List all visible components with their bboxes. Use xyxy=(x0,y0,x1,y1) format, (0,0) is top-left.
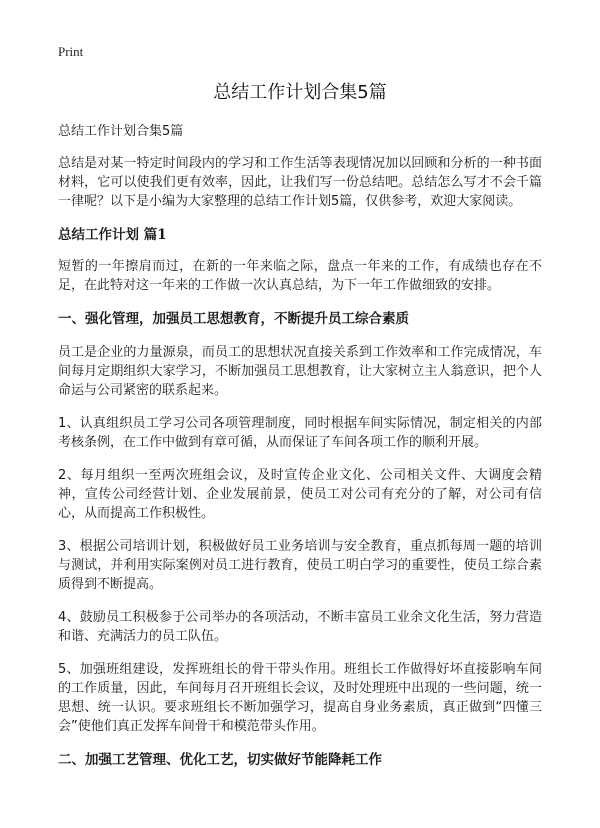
print-label: Print xyxy=(58,44,84,59)
section1-heading: 一、强化管理，加强员工思想教育，不断提升员工综合素质 xyxy=(58,311,409,327)
intro-paragraph: 总结是对某一特定时间段内的学习和工作生活等表现情况加以回顾和分析的一种书面材料，它可以使我们更有效率，因此，让我们写一份总结吧。总结怎么写才不会千篇一律呢？以下是小编为大家整理的总结工作计划5篇，仅供参考，欢迎大家阅读。 xyxy=(58,156,542,209)
list-item: 2、每月组织一至两次班组会议，及时宣传企业文化、公司相关文件、大调度会精神，宣传公司经营计划、企业发展前景，使员工对公司有充分的了解，对公司有信心，从而提高工作积极性。 xyxy=(58,468,542,521)
list-item: 5、加强班组建设，发挥班组长的骨干带头作用。班组长工作做得好坏直接影响车间的工作质量，因此，车间每月召开班组长会议，及时处理班中出现的一些问题，统一思想、统一认识。要求班组长不断加强学习，提高自身业务素质，真正做到“四懂三会”使他们真正发挥车间骨干和模范带头作用。 xyxy=(58,662,542,734)
section1-intro-paragraph: 员工是企业的力量源泉，而员工的思想状况直接关系到工作效率和工作完成情况，车间每月定期组织大家学习，不断加强员工思想教育，让大家树立主人翁意识，把个人命运与公司紧密的联系起来。 xyxy=(58,345,542,398)
list-item: 4、鼓励员工积极参于公司举办的各项活动，不断丰富员工业余文化生活，努力营造和谐、充满活力的员工队伍。 xyxy=(58,610,542,644)
document-subtitle: 总结工作计划合集5篇 xyxy=(58,124,184,139)
section2-heading: 二、加强工艺管理、优化工艺，切实做好节能降耗工作 xyxy=(58,752,382,768)
plan-heading: 总结工作计划 篇1 xyxy=(58,227,167,243)
document-title: 总结工作计划合集5篇 xyxy=(213,82,387,103)
list-item: 3、根据公司培训计划，积极做好员工业务培训与安全教育，重点抓每周一题的培训与测试，并利用实际案例对员工进行教育，使员工明白学习的重要性，使员工综合素质得到不断提高。 xyxy=(58,539,542,592)
plan-intro-paragraph: 短暂的一年擦肩而过，在新的一年来临之际，盘点一年来的工作，有成绩也存在不足，在此特对这一年来的工作做一次认真总结，为下一年工作做细致的安排。 xyxy=(58,259,542,293)
list-item: 1、认真组织员工学习公司各项管理制度，同时根据车间实际情况，制定相关的内部考核条例，在工作中做到有章可循，从而保证了车间各项工作的顺利开展。 xyxy=(58,416,542,450)
